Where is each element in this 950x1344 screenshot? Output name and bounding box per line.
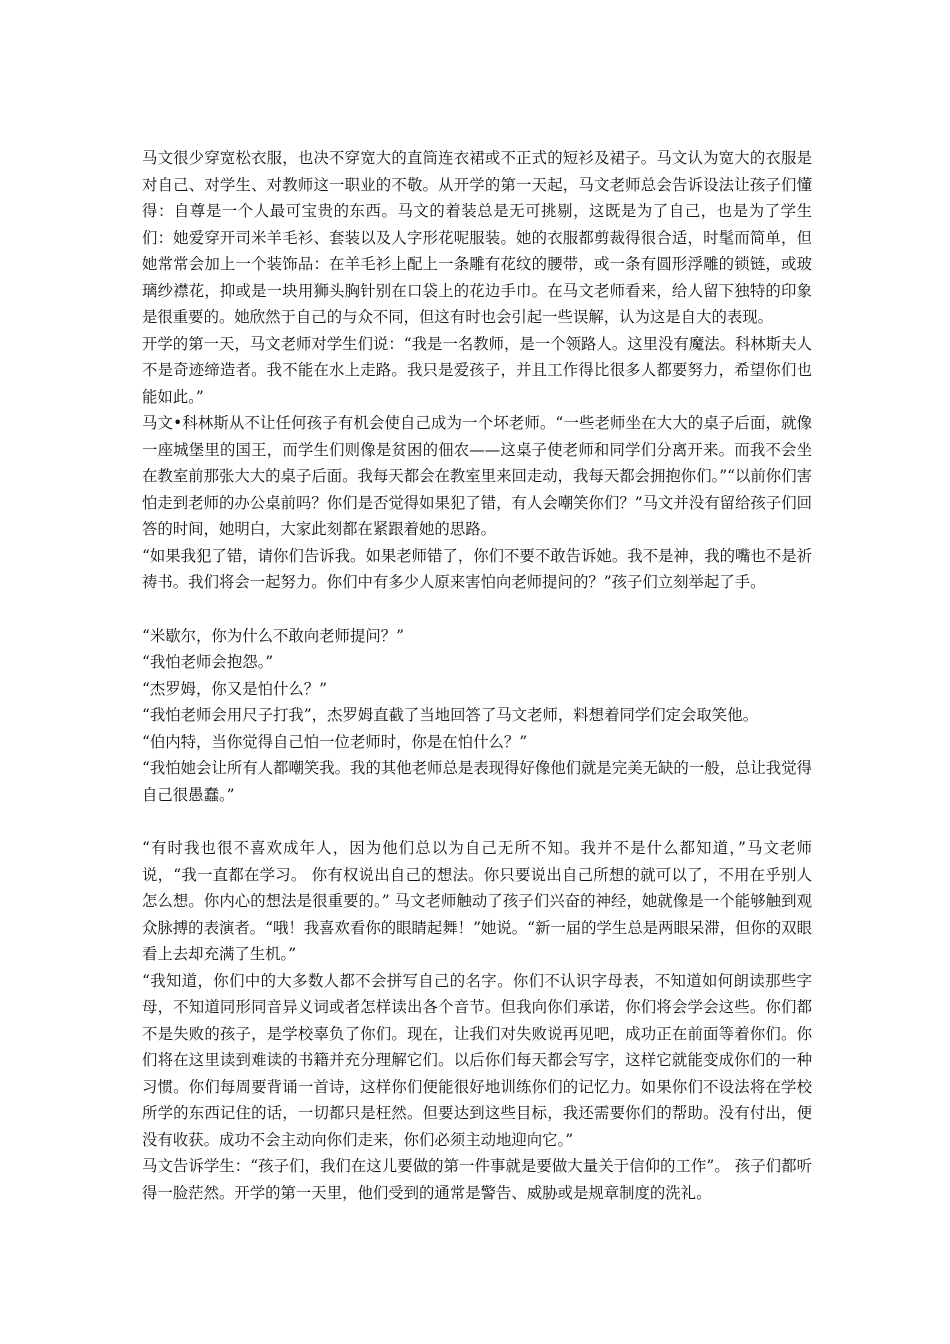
paragraph-attire: 马文很少穿宽松衣服，也决不穿宽大的直筒连衣裙或不正式的短衫及裙子。马文认为宽大的衣服是对自己、对学生、对教师这一职业的不敬。从开学的第一天起，马文老师总会告诉设法让孩子们懂得：自尊是一个人最可宝贵的东西。马文的着装总是无可挑剔，这既是为了自己，也是为了学生们：她爱穿开司米羊毛衫、套装以及人字形花呢服装。她的衣服都剪裁得很合适，时髦而简单，但她常常会加上一个装饰品：在羊毛衫上配上一条雕有花纹的腰带，或一条有圆形浮雕的锁链，或玻璃纱襟花，抑或是一块用狮头胸针别在口袋上的花边手巾。在马文老师看来，给人留下独特的印象是很重要的。她欣然于自己的与众不同，但这有时也会引起一些误解，认为这是自大的表现。 (142, 149, 812, 326)
paragraph-spacer (142, 808, 812, 835)
document-body (142, 145, 812, 1206)
dialogue-line: “米歇尔，你为什么不敢向老师提问？” (142, 626, 404, 645)
dialogue-line: “伯内特，当你觉得自己怕一位老师时，你是在怕什么？” (142, 732, 528, 751)
paragraph-faith: 马文告诉学生：“孩子们，我们在这儿要做的第一件事就是要做大量关于信仰的工作”。 孩子们都听得一脸茫然。开学的第一天里，他们受到的通常是警告、威胁或是规章制度的洗礼。 (142, 1157, 812, 1202)
paragraph-tell-me: “如果我犯了错，请你们告诉我。如果老师错了，你们不要不敢告诉她。我不是神，我的嘴也不是祈祷书。我们将会一起努力。你们中有多少人原来害怕向老师提问的？”孩子们立刻举起了手。 (142, 546, 812, 591)
paragraph-adults: “有时我也很不喜欢成年人，因为他们总以为自己无所不知。我并不是什么都知道，”马文老师说，“我一直都在学习。 你有权说出自己的想法。你只要说出自己所想的就可以了，不用在乎别人怎么想。你内心的想法是很重要的。” 马文老师触动了孩子们兴奋的神经，她就像是一个能够触到观众脉搏的表演者。“哦！我喜欢看你的眼睛起舞！”她说。“新一届的学生总是两眼呆滞，但你的双眼看上去却充满了生机。” (142, 839, 813, 963)
dialogue-line: “我怕她会让所有人都嘲笑我。我的其他老师总是表现得好像他们就是完美无缺的一般，总让我觉得自己很愚蠢。” (142, 759, 812, 804)
dialogue-line: “我怕老师会用尺子打我”，杰罗姆直截了当地回答了马文老师，料想着同学们定会取笑他。 (142, 706, 758, 724)
paragraph-bad-teacher: 马文•科林斯从不让任何孩子有机会使自己成为一个坏老师。“一些老师坐在大大的桌子后面，就像一座城堡里的国王，而学生们则像是贫困的佃农——这桌子使老师和同学们分离开来。而我不会坐在教室前那张大大的桌子后面。我每天都会在教室里来回走动，我每天都会拥抱你们。”“以前你们害怕走到老师的办公桌前吗？你们是否觉得如果犯了错，有人会嘲笑你们？”马文并没有留给孩子们回答的时间，她明白，大家此刻都在紧跟着她的思路。 (142, 414, 812, 538)
dialogue-line: “杰罗姆，你又是怕什么？” (142, 679, 328, 698)
dialogue-line: “我怕老师会抱怨。” (142, 653, 274, 671)
paragraph-spacer (142, 596, 812, 623)
paragraph-first-day-speech: 开学的第一天，马文老师对学生们说：“我是一名教师，是一个领路人。这里没有魔法。科林斯夫人不是奇迹缔造者。我不能在水上走路。我只是爱孩子，并且工作得比很多人都要努力，希望你们也能如此。” (142, 334, 812, 406)
paragraph-promise: “我知道，你们中的大多数人都不会拼写自己的名字。你们不认识字母表，不知道如何朗读那些字母，不知道同形同音异义词或者怎样读出各个音节。但我向你们承诺，你们将会学会这些。你们都不是失败的孩子，是学校辜负了你们。现在，让我们对失败说再见吧，成功正在前面等着你们。你们将在这里读到难读的书籍并充分理解它们。以后你们每天都会写字，这样它就能变成你们的一种习惯。你们每周要背诵一首诗，这样你们便能很好地训练你们的记忆力。如果你们不设法将在学校所学的东西记住的话，一切都只是枉然。但要达到这些目标，我还需要你们的帮助。没有付出，便没有收获。成功不会主动向你们走来，你们必须主动地迎向它。” (142, 971, 812, 1149)
